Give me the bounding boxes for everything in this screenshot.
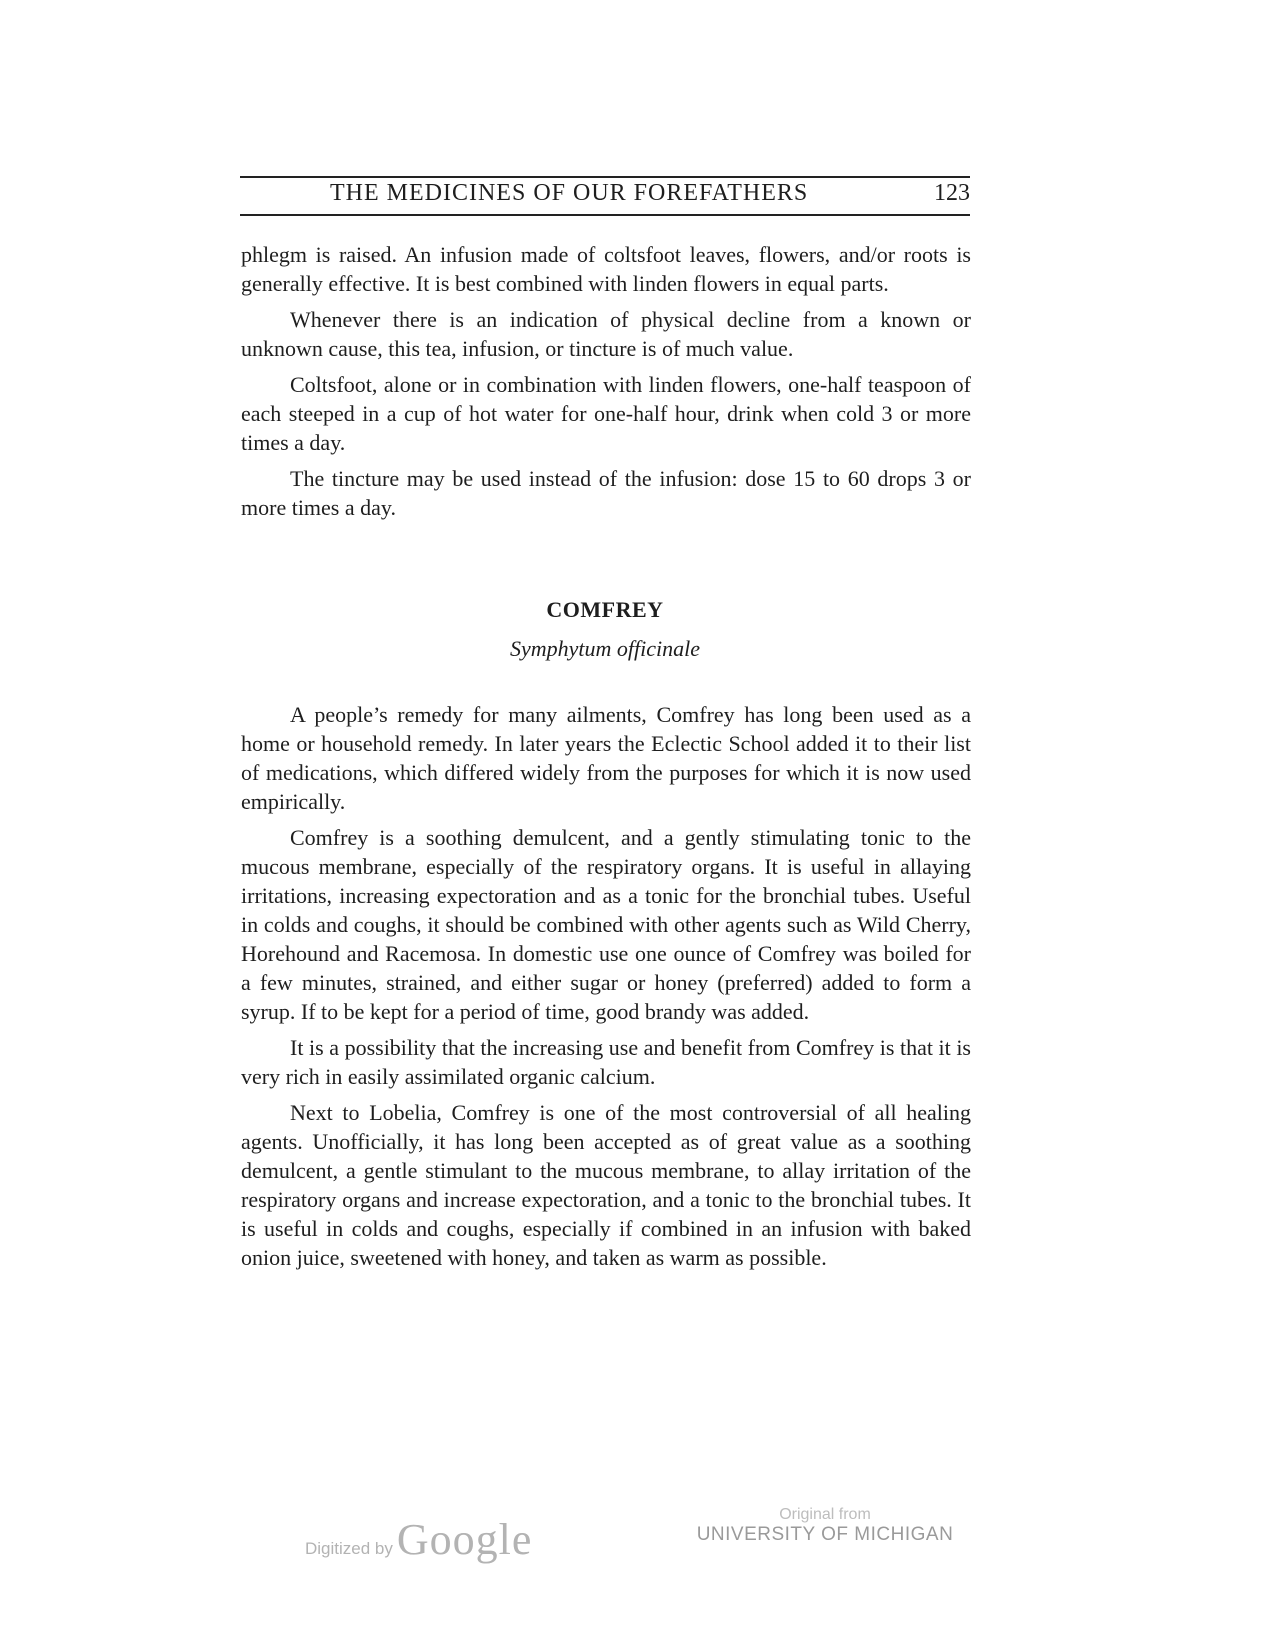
digitized-by-label: Digitized by: [305, 1539, 393, 1558]
paragraph: Coltsfoot, alone or in combination with linden flowers, one-half teaspoon of each steeped in a cup of hot water for one-half hour, drink when cold 3 or more times a day.: [241, 372, 971, 455]
original-from-label: Original from: [779, 1506, 871, 1523]
original-from-watermark: [680, 1506, 970, 1546]
google-logo: Google: [396, 1515, 533, 1564]
running-head: [240, 176, 970, 216]
paragraph-continuation: phlegm is raised. An infusion made of coltsfoot leaves, flowers, and/or roots is generally effective. It is best combined with linden flowers in equal parts.: [241, 242, 971, 296]
top-text-block: [241, 240, 971, 529]
paragraph: It is a possibility that the increasing use and benefit from Comfrey is that it is very rich in easily assimilated organic calcium.: [241, 1035, 971, 1089]
digitized-by-watermark: [305, 1514, 532, 1565]
section-text-block: [241, 700, 971, 1279]
paragraph: The tincture may be used instead of the infusion: dose 15 to 60 drops 3 or more times a day.: [241, 466, 971, 520]
running-title: THE MEDICINES OF OUR FOREFATHERS: [330, 180, 809, 206]
section-title: COMFREY: [546, 597, 664, 622]
paragraph: A people’s remedy for many ailments, Comfrey has long been used as a home or household remedy. In later years the Eclectic School added it to their list of medications, which differed widely from the purposes for which it is now used empirically.: [241, 702, 971, 814]
paragraph: Next to Lobelia, Comfrey is one of the most controversial of all healing agents. Unofficially, it has long been accepted as of great value as a soothing demulcent, a gentle stimulant to the mucous membrane, to allay irritation of the respiratory organs and increase expectoration, and a tonic to the bronchial tubes. It is useful in colds and coughs, especially if combined in an infusion with baked onion juice, sweetened with honey, and taken as warm as possible.: [241, 1100, 971, 1270]
section-latin-name: Symphytum officinale: [509, 636, 700, 661]
page-number: 123: [934, 180, 970, 206]
source-library: UNIVERSITY OF MICHIGAN: [696, 1524, 954, 1545]
paragraph: Comfrey is a soothing demulcent, and a gently stimulating tonic to the mucous membrane, especially of the respiratory organs. It is useful in allaying irritations, increasing expectoration and as a tonic for the bronchial tubes. Useful in colds and coughs, it should be combined with other agents such as Wild Cherry, Horehound and Racemosa. In domestic use one ounce of Comfrey was boiled for a few minutes, strained, and either sugar or honey (preferred) added to form a syrup. If to be kept for a period of time, good brandy was added.: [241, 825, 971, 1024]
paragraph: Whenever there is an indication of physical decline from a known or unknown cause, this tea, infusion, or tincture is of much value.: [241, 307, 971, 361]
